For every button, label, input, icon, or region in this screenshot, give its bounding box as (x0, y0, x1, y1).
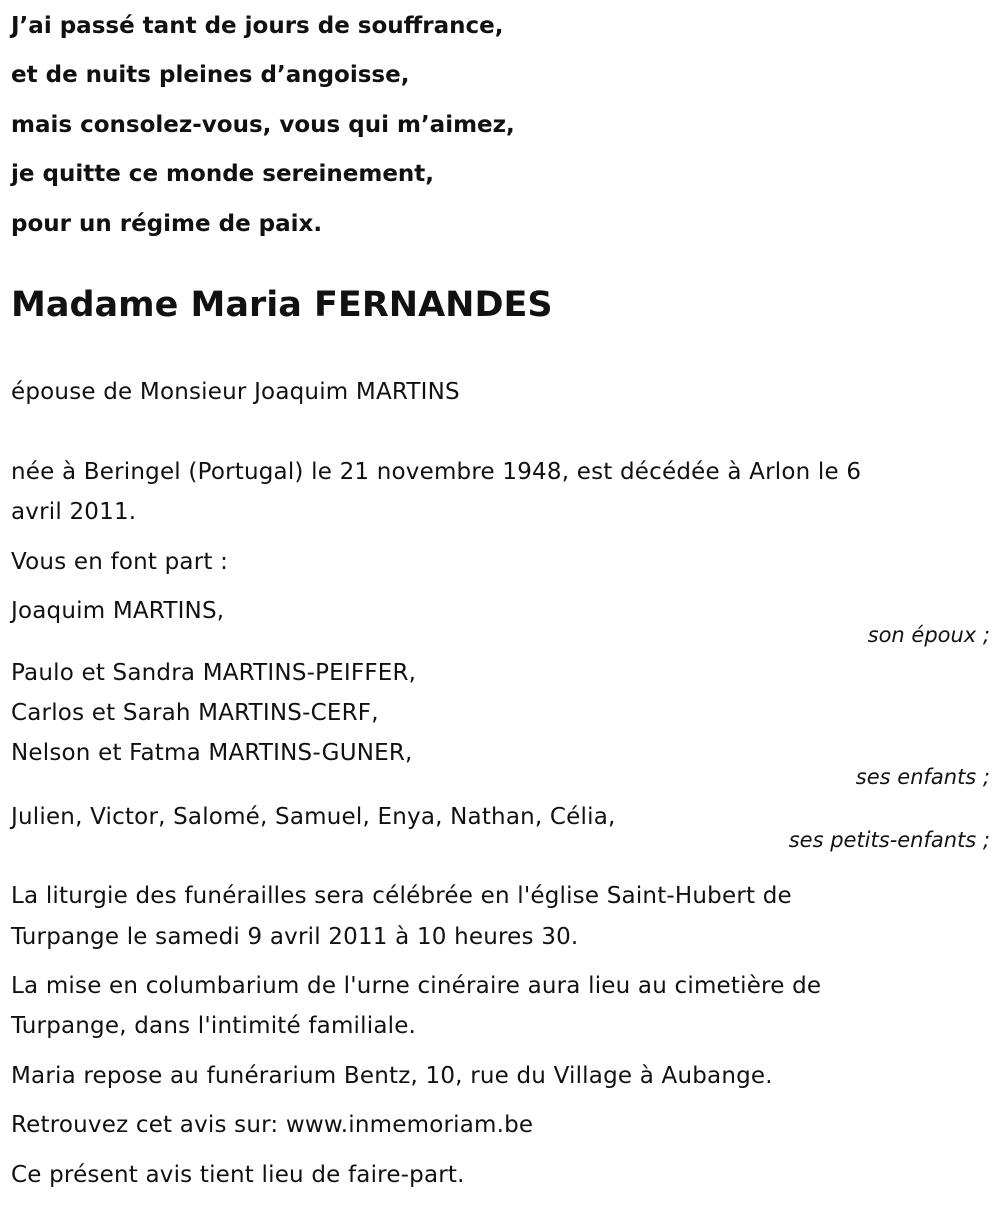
spouse-relation: son époux ; (867, 623, 990, 647)
birth-death-line-2: avril 2011. (11, 499, 137, 525)
repose-line: Maria repose au funérarium Bentz, 10, rue du Village à Aubange. (11, 1063, 773, 1089)
grandchildren-names: Julien, Victor, Salomé, Samuel, Enya, Nathan, Célia, (11, 804, 616, 830)
child-line-1: Paulo et Sandra MARTINS-PEIFFER, (11, 660, 417, 686)
columbarium-line-1: La mise en columbarium de l'urne cinéraire aura lieu au cimetière de (11, 973, 822, 999)
announce-intro: Vous en font part : (11, 549, 229, 575)
poem-line-3: mais consolez-vous, vous qui m’aimez, (11, 112, 515, 138)
closing-line: Ce présent avis tient lieu de faire-part. (11, 1162, 465, 1188)
poem-line-4: je quitte ce monde sereinement, (11, 161, 435, 187)
spouse-line: épouse de Monsieur Joaquim MARTINS (11, 379, 460, 405)
children-relation: ses enfants ; (855, 765, 990, 789)
grandchildren-relation: ses petits-enfants ; (788, 828, 990, 852)
poem-line-2: et de nuits pleines d’angoisse, (11, 62, 410, 88)
birth-death-line-1: née à Beringel (Portugal) le 21 novembre 1948, est décédée à Arlon le 6 (11, 459, 862, 485)
spouse-name: Joaquim MARTINS, (11, 598, 225, 624)
poem-line-1: J’ai passé tant de jours de souffrance, (11, 13, 504, 39)
funeral-line-2: Turpange le samedi 9 avril 2011 à 10 heures 30. (11, 924, 579, 950)
funeral-line-1: La liturgie des funérailles sera célébrée en l'église Saint-Hubert de (11, 883, 792, 909)
columbarium-line-2: Turpange, dans l'intimité familiale. (11, 1013, 417, 1039)
child-line-3: Nelson et Fatma MARTINS-GUNER, (11, 740, 413, 766)
poem-line-5: pour un régime de paix. (11, 211, 323, 237)
child-line-2: Carlos et Sarah MARTINS-CERF, (11, 700, 379, 726)
website-line: Retrouvez cet avis sur: www.inmemoriam.be (11, 1112, 534, 1138)
deceased-name: Madame Maria FERNANDES (11, 285, 553, 325)
